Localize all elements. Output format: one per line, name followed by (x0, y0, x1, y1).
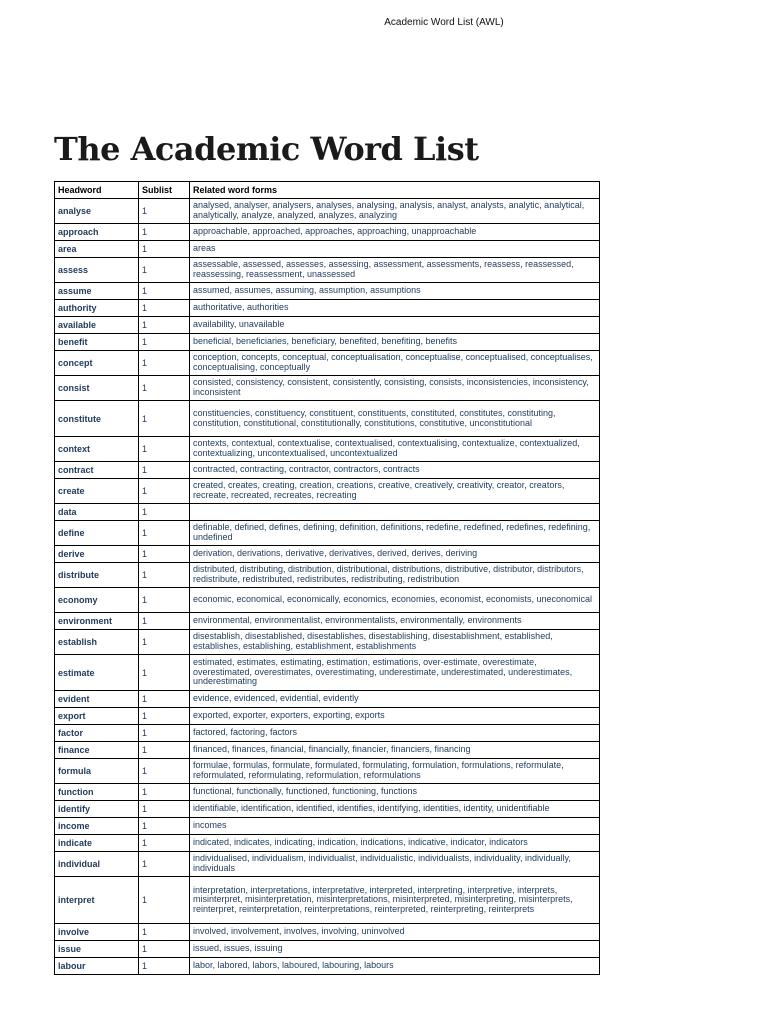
sublist-cell: 1 (139, 462, 190, 479)
headword-cell: approach (55, 224, 139, 241)
headword-cell: benefit (55, 334, 139, 351)
headword-cell: formula (55, 759, 139, 784)
headword-cell: establish (55, 630, 139, 655)
related-forms-cell: evidence, evidenced, evidential, evidently (190, 691, 600, 708)
table-row (55, 655, 600, 691)
related-forms-cell: constituencies, constituency, constituent, constituents, constituted, constitutes, constituting, constitution, constitutional, constitutionally, constitutions, constitutive, unconstitutional (190, 401, 600, 437)
sublist-cell: 1 (139, 351, 190, 376)
table-row (55, 437, 600, 462)
related-forms-cell: authoritative, authorities (190, 300, 600, 317)
headword-cell: area (55, 241, 139, 258)
sublist-cell: 1 (139, 199, 190, 224)
related-forms-cell: distributed, distributing, distribution, distributional, distributions, distributive, distributor, distributors, redistribute, redistributed, redistributes, redistributing, redistribution (190, 563, 600, 588)
sublist-cell: 1 (139, 504, 190, 521)
headword-cell: available (55, 317, 139, 334)
related-forms-cell: incomes (190, 818, 600, 835)
table-row (55, 504, 600, 521)
table-row (55, 283, 600, 300)
table-row (55, 199, 600, 224)
headword-cell: individual (55, 852, 139, 877)
related-forms-cell (190, 504, 600, 521)
sublist-cell: 1 (139, 588, 190, 613)
table-row (55, 563, 600, 588)
sublist-cell: 1 (139, 437, 190, 462)
table-row (55, 613, 600, 630)
sublist-cell: 1 (139, 479, 190, 504)
headword-cell: indicate (55, 835, 139, 852)
related-forms-cell: assessable, assessed, assesses, assessing, assessment, assessments, reassess, reassessed, reassessing, reassessment, unassessed (190, 258, 600, 283)
headword-cell: evident (55, 691, 139, 708)
related-forms-cell: functional, functionally, functioned, functioning, functions (190, 784, 600, 801)
table-row (55, 691, 600, 708)
related-forms-cell: conception, concepts, conceptual, conceptualisation, conceptualise, conceptualised, conceptualises, conceptualising, conceptually (190, 351, 600, 376)
related-forms-cell: availability, unavailable (190, 317, 600, 334)
related-forms-cell: derivation, derivations, derivative, derivatives, derived, derives, deriving (190, 546, 600, 563)
sublist-cell: 1 (139, 742, 190, 759)
sublist-cell: 1 (139, 708, 190, 725)
sublist-cell: 1 (139, 691, 190, 708)
related-forms-cell: economic, economical, economically, economics, economies, economist, economists, uneconomical (190, 588, 600, 613)
sublist-cell: 1 (139, 759, 190, 784)
headword-cell: authority (55, 300, 139, 317)
sublist-cell: 1 (139, 877, 190, 924)
sublist-cell: 1 (139, 334, 190, 351)
headword-cell: create (55, 479, 139, 504)
table-row (55, 708, 600, 725)
headword-cell: environment (55, 613, 139, 630)
related-forms-cell: approachable, approached, approaches, approaching, unapproachable (190, 224, 600, 241)
sublist-cell: 1 (139, 613, 190, 630)
headword-cell: export (55, 708, 139, 725)
sublist-cell: 1 (139, 401, 190, 437)
sublist-cell: 1 (139, 317, 190, 334)
table-row (55, 479, 600, 504)
sublist-cell: 1 (139, 300, 190, 317)
table-row (55, 258, 600, 283)
related-forms-cell: contracted, contracting, contractor, contractors, contracts (190, 462, 600, 479)
headword-cell: data (55, 504, 139, 521)
related-forms-cell: consisted, consistency, consistent, consistently, consisting, consists, inconsistencies, inconsistency, inconsistent (190, 376, 600, 401)
related-forms-cell: environmental, environmentalist, environmentalists, environmentally, environments (190, 613, 600, 630)
table-row (55, 877, 600, 924)
table-row (55, 801, 600, 818)
related-forms-cell: assumed, assumes, assuming, assumption, assumptions (190, 283, 600, 300)
headword-cell: identify (55, 801, 139, 818)
headword-cell: involve (55, 924, 139, 941)
related-forms-cell: interpretation, interpretations, interpretative, interpreted, interpreting, interpretive, interprets, misinterpret, misinterpretation, misinterpretations, misinterpreted, misinterpreting, misinterprets, reinterpret, reinterpretation, reinterpretations, reinterpreted, reinterpreting, reinterprets (190, 877, 600, 924)
table-row (55, 941, 600, 958)
word-list-table (54, 181, 600, 975)
table-row (55, 784, 600, 801)
table-row (55, 958, 600, 975)
related-forms-cell: beneficial, beneficiaries, beneficiary, benefited, benefiting, benefits (190, 334, 600, 351)
sublist-cell: 1 (139, 655, 190, 691)
headword-cell: labour (55, 958, 139, 975)
sublist-cell: 1 (139, 941, 190, 958)
table-row (55, 924, 600, 941)
column-header-headword: Headword (55, 182, 139, 199)
table-row (55, 351, 600, 376)
related-forms-cell: estimated, estimates, estimating, estimation, estimations, over-estimate, overestimate, overestimated, overestimates, overestimating, underestimate, underestimated, underestimates, underestimating (190, 655, 600, 691)
headword-cell: consist (55, 376, 139, 401)
sublist-cell: 1 (139, 376, 190, 401)
table-row (55, 725, 600, 742)
sublist-cell: 1 (139, 283, 190, 300)
headword-cell: distribute (55, 563, 139, 588)
sublist-cell: 1 (139, 241, 190, 258)
table-row (55, 521, 600, 546)
headword-cell: assess (55, 258, 139, 283)
sublist-cell: 1 (139, 835, 190, 852)
sublist-cell: 1 (139, 784, 190, 801)
sublist-cell: 1 (139, 801, 190, 818)
table-row (55, 334, 600, 351)
related-forms-cell: involved, involvement, involves, involving, uninvolved (190, 924, 600, 941)
related-forms-cell: indicated, indicates, indicating, indication, indications, indicative, indicator, indicators (190, 835, 600, 852)
sublist-cell: 1 (139, 725, 190, 742)
table-row (55, 588, 600, 613)
table-row (55, 401, 600, 437)
table-row (55, 759, 600, 784)
related-forms-cell: analysed, analyser, analysers, analyses, analysing, analysis, analyst, analysts, analytic, analytical, analytically, analyze, analyzed, analyzes, analyzing (190, 199, 600, 224)
page-header: Academic Word List (AWL) (384, 17, 504, 28)
sublist-cell: 1 (139, 630, 190, 655)
table-row (55, 835, 600, 852)
related-forms-cell: financed, finances, financial, financially, financier, financiers, financing (190, 742, 600, 759)
headword-cell: analyse (55, 199, 139, 224)
related-forms-cell: contexts, contextual, contextualise, contextualised, contextualising, contextualize, contextualized, contextualizing, uncontextualised, uncontextualized (190, 437, 600, 462)
headword-cell: economy (55, 588, 139, 613)
sublist-cell: 1 (139, 958, 190, 975)
related-forms-cell: definable, defined, defines, defining, definition, definitions, redefine, redefined, redefines, redefining, undefined (190, 521, 600, 546)
table-row (55, 224, 600, 241)
related-forms-cell: exported, exporter, exporters, exporting, exports (190, 708, 600, 725)
related-forms-cell: formulae, formulas, formulate, formulated, formulating, formulation, formulations, reformulate, reformulated, reformulating, reformulation, reformulations (190, 759, 600, 784)
headword-cell: constitute (55, 401, 139, 437)
table-row (55, 462, 600, 479)
column-header-related-forms: Related word forms (190, 182, 600, 199)
table-row (55, 852, 600, 877)
table-row (55, 818, 600, 835)
related-forms-cell: issued, issues, issuing (190, 941, 600, 958)
headword-cell: factor (55, 725, 139, 742)
related-forms-cell: identifiable, identification, identified, identifies, identifying, identities, identity, unidentifiable (190, 801, 600, 818)
sublist-cell: 1 (139, 924, 190, 941)
headword-cell: issue (55, 941, 139, 958)
headword-cell: context (55, 437, 139, 462)
related-forms-cell: disestablish, disestablished, disestablishes, disestablishing, disestablishment, established, establishes, establishing, establishment, establishments (190, 630, 600, 655)
headword-cell: income (55, 818, 139, 835)
table-row (55, 241, 600, 258)
table-row (55, 546, 600, 563)
related-forms-cell: individualised, individualism, individualist, individualistic, individualists, individuality, individually, individuals (190, 852, 600, 877)
column-header-sublist: Sublist (139, 182, 190, 199)
table-header-row (55, 182, 600, 199)
related-forms-cell: created, creates, creating, creation, creations, creative, creatively, creativity, creator, creators, recreate, recreated, recreates, recreating (190, 479, 600, 504)
table-row (55, 317, 600, 334)
sublist-cell: 1 (139, 818, 190, 835)
table-row (55, 742, 600, 759)
headword-cell: function (55, 784, 139, 801)
sublist-cell: 1 (139, 546, 190, 563)
related-forms-cell: factored, factoring, factors (190, 725, 600, 742)
document-title: The Academic Word List (54, 130, 479, 168)
table-row (55, 630, 600, 655)
headword-cell: estimate (55, 655, 139, 691)
headword-cell: contract (55, 462, 139, 479)
table-row (55, 376, 600, 401)
sublist-cell: 1 (139, 521, 190, 546)
headword-cell: concept (55, 351, 139, 376)
headword-cell: derive (55, 546, 139, 563)
table-row (55, 300, 600, 317)
sublist-cell: 1 (139, 224, 190, 241)
headword-cell: interpret (55, 877, 139, 924)
related-forms-cell: labor, labored, labors, laboured, labouring, labours (190, 958, 600, 975)
table-body (55, 199, 600, 975)
headword-cell: define (55, 521, 139, 546)
related-forms-cell: areas (190, 241, 600, 258)
headword-cell: assume (55, 283, 139, 300)
sublist-cell: 1 (139, 852, 190, 877)
sublist-cell: 1 (139, 563, 190, 588)
sublist-cell: 1 (139, 258, 190, 283)
headword-cell: finance (55, 742, 139, 759)
